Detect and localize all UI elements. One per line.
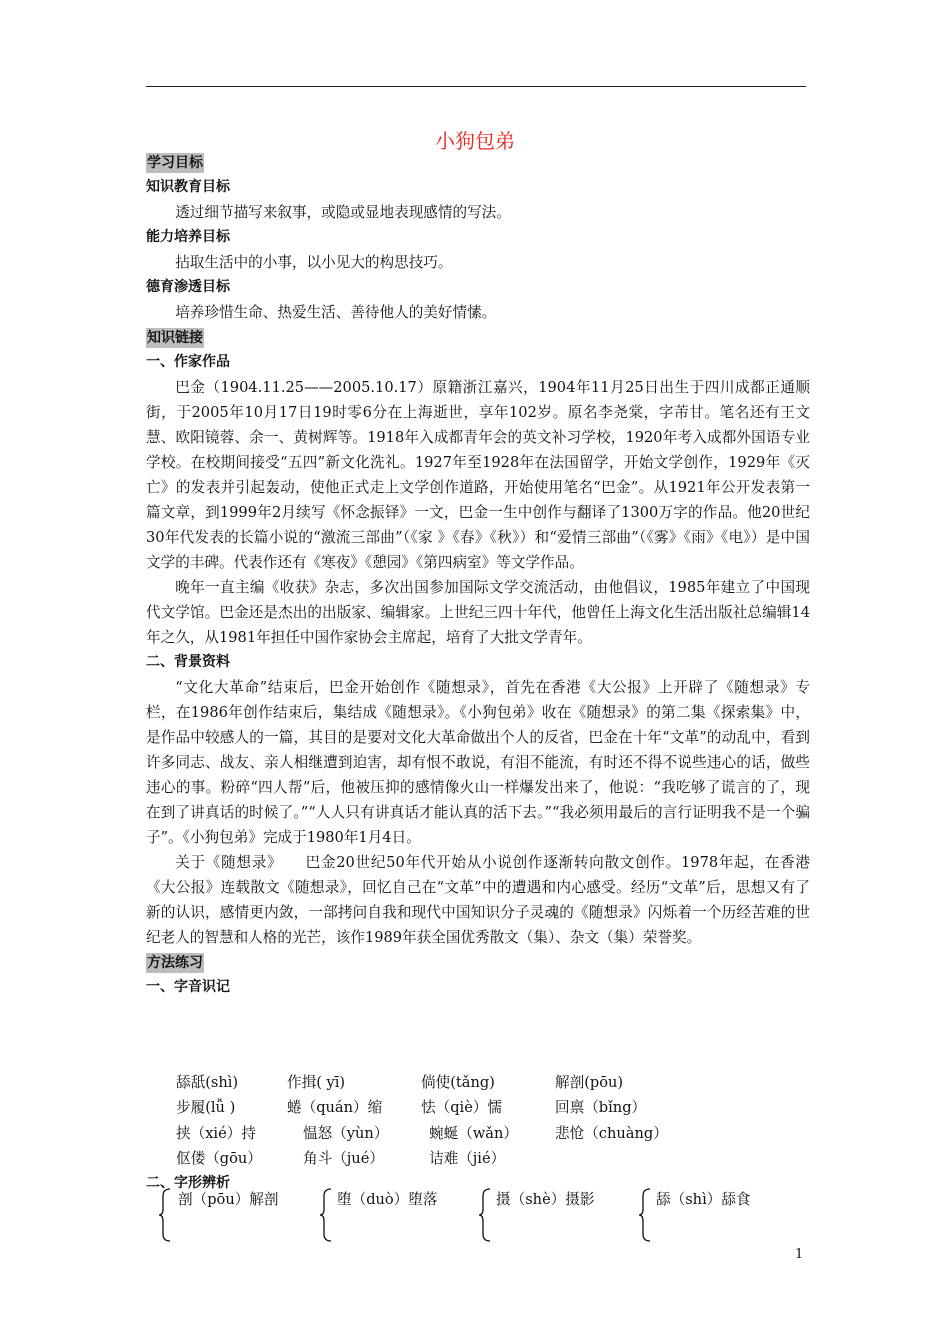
brace-icon	[158, 1188, 172, 1242]
moral-goal-heading: 德育渗透目标	[146, 279, 230, 295]
background-paragraph-1: “文化大革命”结束后，巴金开始创作《随想录》，首先在香港《大公报》上开辟了《随想录》专栏，在1986年创作结束后，集结成《随想录》。《小狗包弟》收在《随想录》的第二集《探索集》中，是作品中较感人的一篇，其目的是要对文化大革命做出个人的反省，巴金在十年“文革”的动乱中，看到许多同志、战友、亲人相继遭到迫害，却有恨不敢说，有泪不能流，有时还不得不说些违心的话，做些违心的事。粉碎“四人帮”后，他被压抑的感情像火山一样爆发出来了，他说：“我吃够了谎言的了，现在到了讲真话的时候了。”“人人只有讲真话才能认真的活下去。”“我必须用最后的言行证明我不是一个骗子”。《小狗包弟》完成于1980年1月4日。	[146, 679, 810, 846]
knowledge-goal-text: 透过细节描写来叙事，或隐或显地表现感情的写法。	[175, 204, 511, 221]
section-method: 方法练习	[147, 955, 203, 971]
pron-item: 怯（qiè）懦	[421, 1099, 503, 1116]
page-number: 1	[795, 1247, 804, 1262]
pron-item: 蜿蜒（wǎn）	[429, 1125, 518, 1142]
shape-item: 舔（shì）舔食	[656, 1191, 751, 1208]
author-heading: 一、作家作品	[146, 354, 230, 370]
ability-goal-heading: 能力培养目标	[146, 229, 230, 245]
pron-item: 倘使(tǎng)	[421, 1074, 495, 1091]
pron-item: 蜷（quán）缩	[287, 1099, 383, 1116]
pron-item: 回禀（bǐng）	[555, 1099, 647, 1116]
pron-item: 愠怒（yùn）	[303, 1125, 389, 1142]
background-heading: 二、背景资料	[146, 654, 230, 670]
section-links: 知识链接	[147, 330, 203, 346]
pron-item: 作揖( yī)	[287, 1074, 346, 1091]
pron-item: 伛偻（gōu）	[176, 1150, 262, 1167]
author-paragraph-1: 巴金（1904.11.25——2005.10.17）原籍浙江嘉兴，1904年11月25日出生于四川成都正通顺街，于2005年10月17日19时零6分在上海逝世，享年102岁。原名李尧棠，字芾甘。笔名还有王文慧、欧阳镜蓉、余一、黄树辉等。1918年入成都青年会的英文补习学校，1920年考入成都外国语专业学校。在校期间接受“五四”新文化洗礼。1927年至1928年在法国留学，开始文学创作，1929年《灭亡》的发表并引起轰动，使他正式走上文学创作道路，开始使用笔名“巴金”。从1921年公开发表第一篇文章，到1999年2月续写《怀念振铎》一文，巴金一生中创作与翻译了1300万字的作品。他20世纪30年代发表的长篇小说的“激流三部曲”（《家 》《春》《秋》）和“爱情三部曲”（《雾》《雨》《电》）是中国文学的丰碑。代表作还有《寒夜》《憩园》《第四病室》等文学作品。	[146, 379, 810, 571]
shape-item: 摄（shè）摄影	[496, 1191, 595, 1208]
goals-block	[146, 150, 810, 1000]
shape-heading: 二、字形辨析	[146, 1175, 230, 1191]
section-goals: 学习目标	[147, 155, 203, 171]
pron-item: 诘难（jié）	[429, 1150, 506, 1167]
pron-item: 悲怆（chuàng）	[555, 1125, 668, 1142]
knowledge-goal-heading: 知识教育目标	[146, 179, 230, 195]
pron-item: 角斗（jué）	[303, 1150, 384, 1167]
shape-item: 剖（pōu）解剖	[178, 1191, 279, 1208]
moral-goal-text: 培养珍惜生命、热爱生活、善待他人的美好情愫。	[175, 304, 497, 321]
page-title: 小狗包弟	[435, 129, 515, 153]
pronunciation-heading: 一、字音识记	[146, 979, 230, 995]
pron-item: 挟（xié）持	[176, 1125, 256, 1142]
header-rule	[146, 86, 806, 87]
pron-item: 解剖(pōu)	[555, 1074, 624, 1091]
brace-icon	[319, 1188, 333, 1242]
pron-item: 舔舐(shì)	[176, 1074, 239, 1091]
author-paragraph-2: 晚年一直主编《收获》杂志，多次出国参加国际文学交流活动，由他倡议，1985年建立了中国现代文学馆。巴金还是杰出的出版家、编辑家。上世纪三四十年代，他曾任上海文化生活出版社总编辑14年之久，从1981年担任中国作家协会主席起，培育了大批文学青年。	[146, 579, 810, 646]
background-paragraph-2: 关于《随想录》 巴金20世纪50年代开始从小说创作逐渐转向散文创作。1978年起，在香港《大公报》连载散文《随想录》，回忆自己在“文革”中的遭遇和内心感受。经历“文革”后，思想又有了新的认识，感情更内敛，一部拷问自我和现代中国知识分子灵魂的《随想录》闪烁着一个历经苦难的世纪老人的智慧和人格的光芒，该作1989年获全国优秀散文（集）、杂文（集）荣誉奖。	[146, 854, 810, 946]
pron-item: 步履(lǚ )	[176, 1099, 236, 1116]
shape-item: 堕（duò）堕落	[337, 1191, 438, 1208]
brace-icon	[638, 1188, 652, 1242]
ability-goal-text: 拈取生活中的小事，以小见大的构思技巧。	[175, 254, 453, 271]
brace-icon	[478, 1188, 492, 1242]
